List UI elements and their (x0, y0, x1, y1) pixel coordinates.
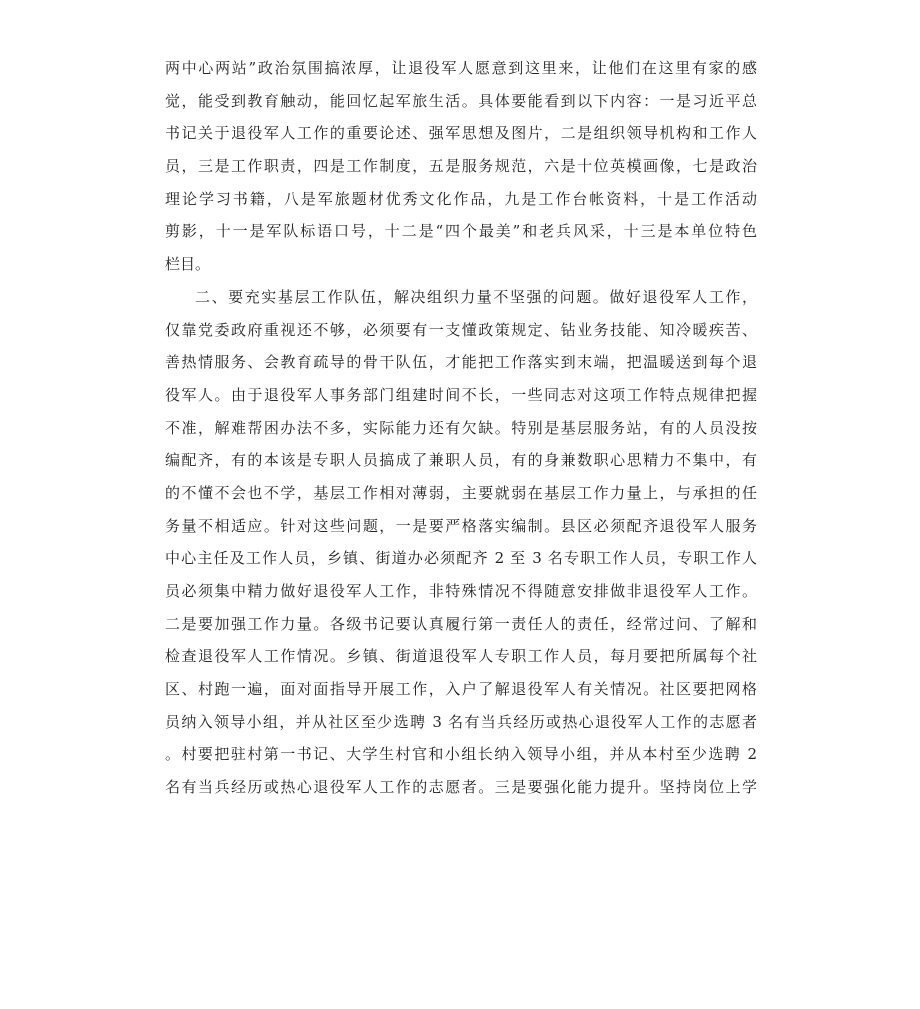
text-line: 剪影，十一是军队标语口号，十二是“四个最美”和老兵风采，十三是本单位特色 (165, 222, 757, 241)
text-line: 员必须集中精力做好退役军人工作，非特殊情况不得随意安排做非退役军人工作。 (165, 582, 757, 600)
text-line: 区、村跑一遍，面对面指导开展工作，入户了解退役军人有关情况。社区要把网格 (165, 680, 757, 699)
text-line: 员纳入领导小组，并从社区至少选聘 3 名有当兵经历或热心退役军人工作的志愿者 (165, 712, 757, 731)
text-line: 栏目。 (165, 255, 211, 274)
text-line: 务量不相适应。针对这些问题，一是要严格落实编制。县区必须配齐退役军人服务 (165, 516, 757, 535)
text-line: 觉，能受到教育触动，能回忆起军旅生活。具体要能看到以下内容：一是习近平总 (165, 91, 757, 110)
text-line: 检查退役军人工作情况。乡镇、街道退役军人专职工作人员，每月要把所属每个社 (165, 647, 757, 666)
text-line: 。村要把驻村第一书记、大学生村官和小组长纳入领导小组，并从本村至少选聘 2 (165, 745, 757, 764)
text-line: 员，三是工作职责，四是工作制度，五是服务规范，六是十位英模画像，七是政治 (165, 157, 757, 176)
text-line: 理论学习书籍，八是军旅题材优秀文化作品，九是工作台帐资料，十是工作活动 (165, 189, 757, 208)
text-line: 书记关于退役军人工作的重要论述、强军思想及图片，二是组织领导机构和工作人 (165, 124, 757, 143)
text-line: 名有当兵经历或热心退役军人工作的志愿者。三是要强化能力提升。坚持岗位上学 (165, 778, 757, 797)
text-line: 二是要加强工作力量。各级书记要认真履行第一责任人的责任，经常过问、了解和 (165, 614, 757, 633)
text-line: 编配齐，有的本该是专职人员搞成了兼职人员，有的身兼数职心思精力不集中，有 (165, 451, 757, 470)
paragraph-start-line: 二、要充实基层工作队伍，解决组织力量不坚强的问题。做好退役军人工作， (195, 287, 757, 306)
text-line: 中心主任及工作人员，乡镇、街道办必须配齐 2 至 3 名专职工作人员，专职工作人 (165, 549, 757, 568)
text-line: 的不懂不会也不学，基层工作相对薄弱，主要就弱在基层工作力量上，与承担的任 (165, 483, 757, 502)
body-text (165, 52, 757, 804)
text-line: 善热情服务、会教育疏导的骨干队伍，才能把工作落实到末端，把温暖送到每个退 (165, 353, 757, 372)
text-line: 两中心两站”政治氛围搞浓厚，让退役军人愿意到这里来，让他们在这里有家的感 (165, 59, 757, 77)
text-line: 役军人。由于退役军人事务部门组建时间不长，一些同志对这项工作特点规律把握 (165, 385, 757, 404)
text-line: 不准，解难帮困办法不多，实际能力还有欠缺。特别是基层服务站，有的人员没按 (165, 418, 757, 437)
text-line: 仅靠党委政府重视还不够，必须要有一支懂政策规定、钻业务技能、知冷暖疾苦、 (165, 320, 757, 339)
